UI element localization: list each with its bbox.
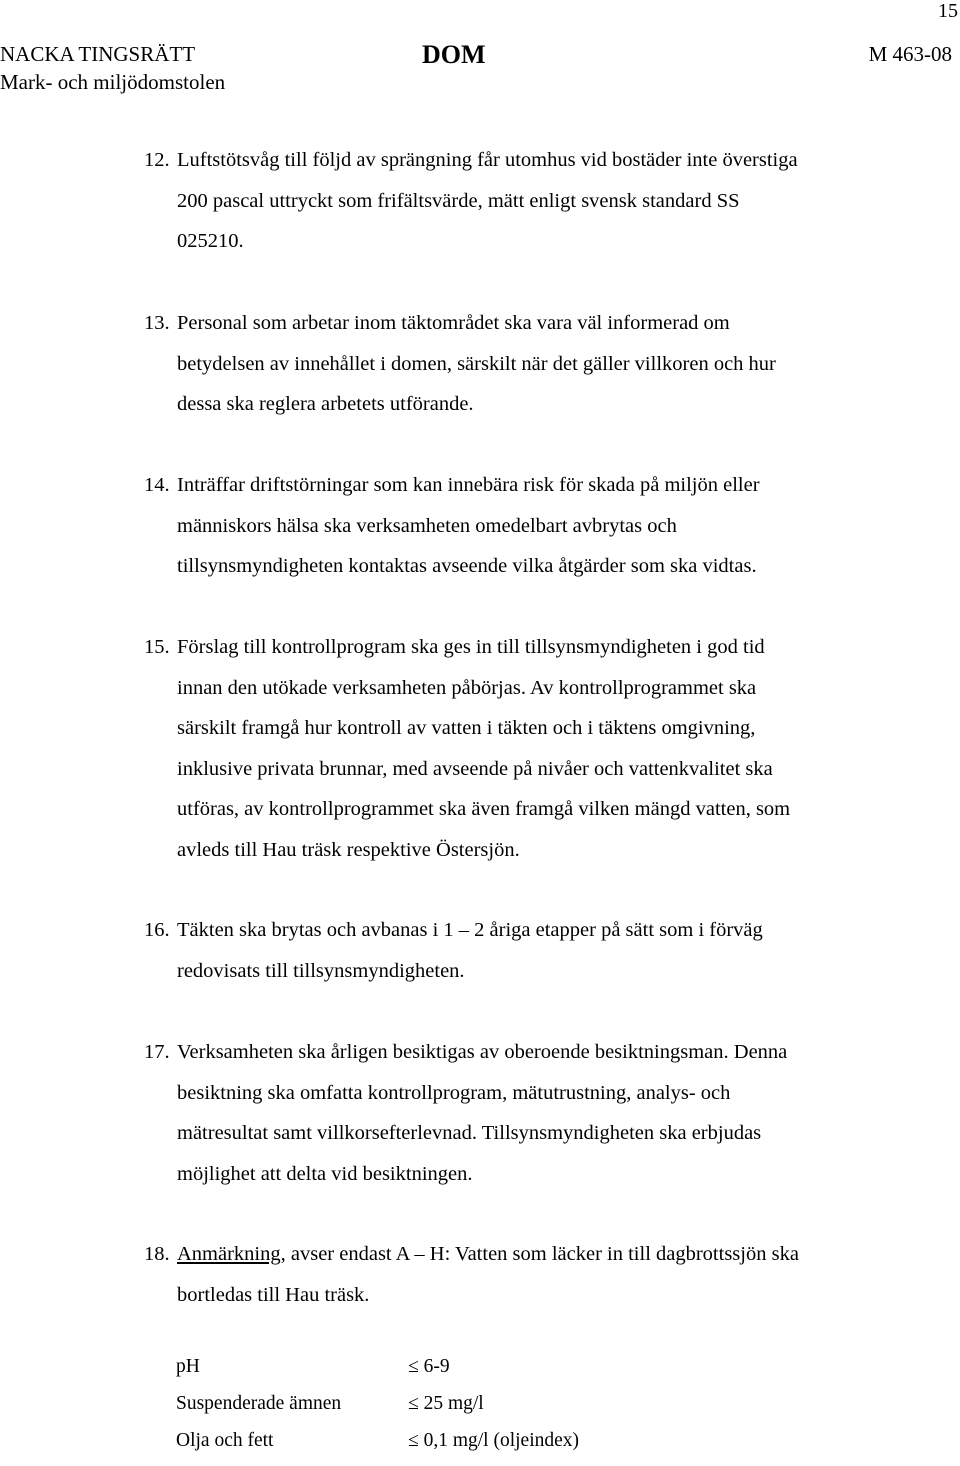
item-text-line: Verksamheten ska årligen besiktigas av oberoende besiktningsman. Denna <box>177 1041 788 1063</box>
item-number: 18. <box>144 1243 170 1265</box>
page-number: 15 <box>938 0 958 22</box>
item-number: 12. <box>144 149 170 171</box>
item-text-line: besiktning ska omfatta kontrollprogram, mätutrustning, analys- och <box>177 1081 731 1104</box>
document-type: DOM <box>422 40 486 69</box>
item-text-line: dessa ska reglera arbetets utförande. <box>177 393 474 415</box>
item-text-line: människors hälsa ska verksamheten omedelbart avbrytas och <box>177 514 677 537</box>
item-text-line: Förslag till kontrollprogram ska ges in till tillsynsmyndigheten i god tid <box>177 636 765 658</box>
limit-parameter: pH <box>176 1356 200 1377</box>
item-number: 14. <box>144 474 170 496</box>
item-text-line: Luftstötsvåg till följd av sprängning får utomhus vid bostäder inte överstiga <box>177 149 798 171</box>
item-text-line: utföras, av kontrollprogrammet ska även framgå vilken mängd vatten, som <box>177 798 791 820</box>
court-division: Mark- och miljödomstolen <box>0 70 226 94</box>
item-text-line: redovisats till tillsynsmyndigheten. <box>177 959 465 982</box>
case-number: M 463-08 <box>868 42 952 66</box>
item-text-line: innan den utökade verksamheten påbörjas. Av kontrollprogrammet ska <box>177 676 757 699</box>
item-text-line: särskilt framgå hur kontroll av vatten i täkten och i täktens omgivning, <box>177 717 756 739</box>
item-text-line: mätresultat samt villkorsefterlevnad. Tillsynsmyndigheten ska erbjudas <box>177 1122 762 1144</box>
item-number: 15. <box>144 636 170 658</box>
limit-parameter: Suspenderade ämnen <box>176 1393 342 1414</box>
item-number: 17. <box>144 1041 170 1063</box>
limit-value: ≤ 6-9 <box>408 1356 450 1377</box>
item-text-line: inklusive privata brunnar, med avseende på nivåer och vattenkvalitet ska <box>177 757 773 780</box>
limit-value: ≤ 0,1 mg/l (oljeindex) <box>408 1430 580 1451</box>
item-text-line: avleds till Hau träsk respektive Östersjön. <box>177 838 520 861</box>
item-text-line: möjlighet att delta vid besiktningen. <box>177 1162 473 1185</box>
item-text-line: Inträffar driftstörningar som kan innebära risk för skada på miljön eller <box>177 474 760 496</box>
item-text-line: Personal som arbetar inom täktområdet ska vara väl informerad om <box>177 312 730 334</box>
item-text-line: 025210. <box>177 230 244 252</box>
item-text-line: Täkten ska brytas och avbanas i 1 – 2 åriga etapper på sätt som i förväg <box>177 919 763 941</box>
item-text-line: bortledas till Hau träsk. <box>177 1283 370 1306</box>
court-name: NACKA TINGSRÄTT <box>0 42 196 66</box>
item-text-line: 200 pascal uttryckt som frifältsvärde, mätt enligt svensk standard SS <box>177 189 740 212</box>
limit-parameter: Olja och fett <box>176 1430 274 1451</box>
item-number: 13. <box>144 312 170 334</box>
item-text-line: tillsynsmyndigheten kontaktas avseende vilka åtgärder som ska vidtas. <box>177 555 757 577</box>
item-text-line: betydelsen av innehållet i domen, särskilt när det gäller villkoren och hur <box>177 352 776 375</box>
remark-label: Anmärkning <box>177 1243 281 1265</box>
limit-value: ≤ 25 mg/l <box>408 1393 484 1414</box>
item-first-line <box>177 1234 799 1275</box>
item-text-rest: , avser endast A – H: Vatten som läcker in till dagbrottssjön ska <box>280 1243 799 1265</box>
item-number: 16. <box>144 919 170 941</box>
